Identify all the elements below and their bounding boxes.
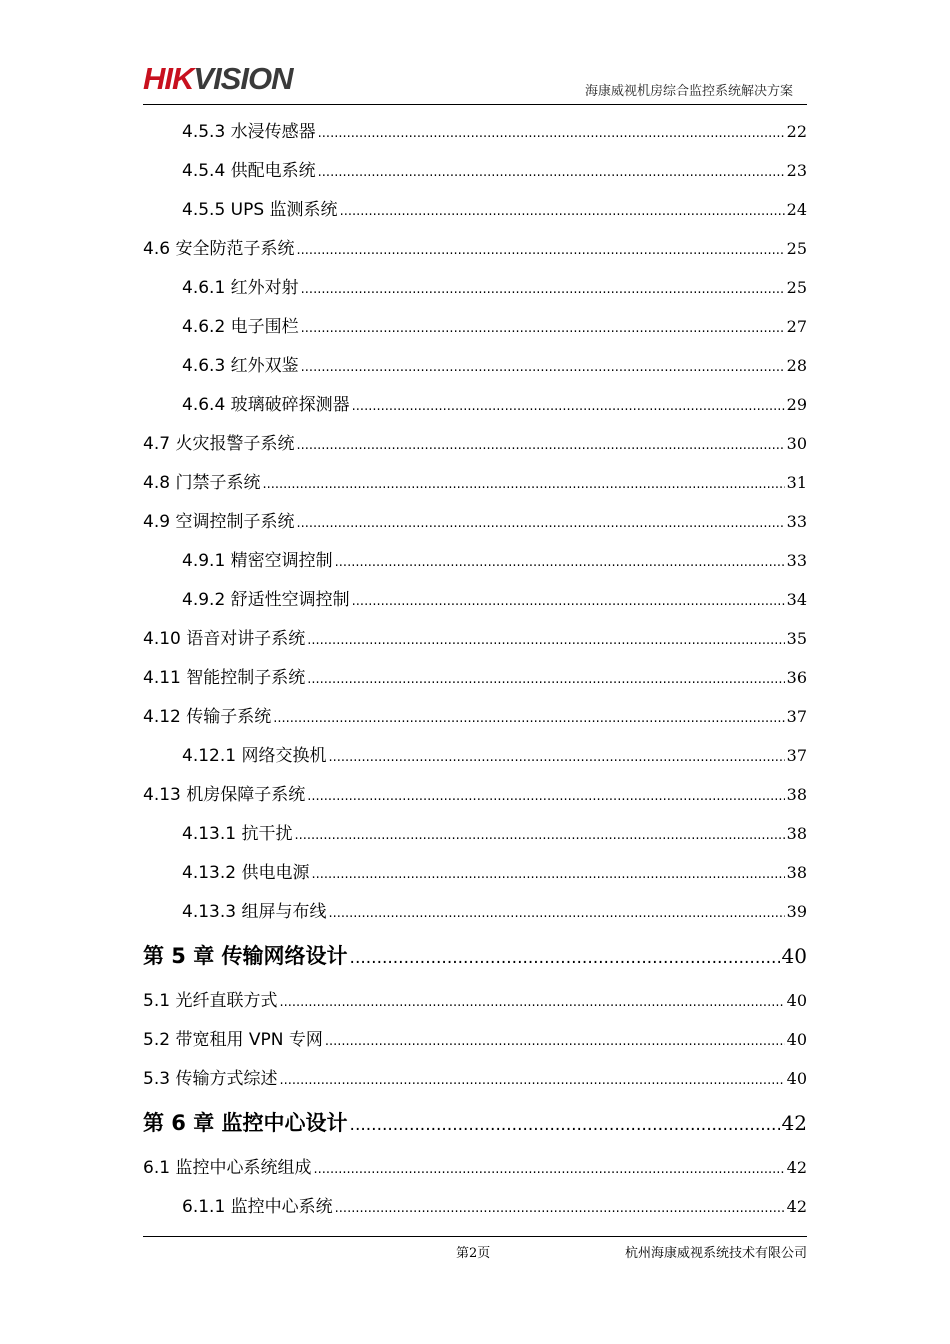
toc-dot-leader	[328, 893, 784, 933]
toc-entry-title: 4.5.3 水浸传感器	[182, 122, 316, 142]
toc-entry[interactable]	[143, 151, 807, 190]
toc-entry[interactable]	[143, 1020, 807, 1059]
toc-entry[interactable]	[143, 541, 807, 580]
toc-page-number: 25	[786, 239, 807, 258]
toc-entry[interactable]	[143, 736, 807, 775]
toc-entry-title: 4.6.1 红外对射	[182, 278, 299, 298]
toc-dot-leader	[301, 308, 785, 348]
page-footer	[143, 1236, 807, 1260]
toc-entry[interactable]	[143, 112, 807, 151]
company-name: 杭州海康威视系统技术有限公司	[624, 1246, 807, 1261]
toc-entry-title: 4.12 传输子系统	[143, 707, 272, 727]
hikvision-logo	[143, 62, 292, 96]
page-number: 第2页	[456, 1246, 491, 1261]
toc-entry-title: 4.9.1 精密空调控制	[182, 551, 333, 571]
toc-page-number: 38	[786, 824, 807, 843]
toc-page-number: 28	[786, 356, 807, 375]
toc-page-number: 31	[786, 473, 807, 492]
toc-entry[interactable]	[143, 424, 807, 463]
toc-entry-title: 4.5.5 UPS 监测系统	[182, 200, 338, 220]
toc-entry[interactable]	[143, 1059, 807, 1098]
toc-dot-leader	[318, 152, 785, 192]
toc-page-number: 23	[786, 161, 807, 180]
toc-entry-title: 4.6 安全防范子系统	[143, 239, 295, 259]
toc-page-number: 40	[786, 991, 807, 1010]
toc-entry[interactable]	[143, 268, 807, 307]
toc-dot-leader	[279, 1060, 784, 1100]
toc-page-number: 42	[781, 1111, 807, 1135]
toc-entry-title: 4.6.3 红外双鉴	[182, 356, 299, 376]
toc-entry-title: 4.9.2 舒适性空调控制	[182, 590, 350, 610]
toc-page-number: 37	[786, 746, 807, 765]
toc-dot-leader	[325, 1021, 785, 1061]
toc-entry[interactable]	[143, 853, 807, 892]
toc-page-number: 29	[786, 395, 807, 414]
toc-entry[interactable]	[143, 775, 807, 814]
toc-dot-leader	[340, 191, 785, 231]
toc-entry[interactable]	[143, 580, 807, 619]
toc-entry-title: 4.6.4 玻璃破碎探测器	[182, 395, 350, 415]
toc-entry-title: 4.13 机房保障子系统	[143, 785, 306, 805]
toc-entry[interactable]	[143, 463, 807, 502]
toc-entry[interactable]	[143, 307, 807, 346]
toc-entry-title: 4.13.1 抗干扰	[182, 824, 293, 844]
toc-entry[interactable]	[143, 658, 807, 697]
toc-page-number: 38	[786, 863, 807, 882]
toc-page-number: 34	[786, 590, 807, 609]
toc-dot-leader	[301, 347, 785, 387]
toc-dot-leader	[273, 698, 784, 738]
toc-entry-title: 4.13.2 供电电源	[182, 863, 310, 883]
toc-dot-leader	[262, 464, 784, 504]
footer-divider	[143, 1236, 807, 1237]
toc-dot-leader	[279, 982, 784, 1022]
toc-entry-title: 6.1 监控中心系统组成	[143, 1158, 312, 1178]
toc-entry-title: 4.12.1 网络交换机	[182, 746, 327, 766]
toc-entry-title: 5.1 光纤直联方式	[143, 991, 278, 1011]
toc-dot-leader	[335, 1188, 785, 1228]
toc-entry[interactable]	[143, 619, 807, 658]
toc-page-number: 40	[781, 944, 807, 968]
toc-dot-leader	[296, 230, 784, 270]
toc-entry[interactable]	[143, 190, 807, 229]
toc-entry[interactable]	[143, 981, 807, 1020]
toc-page-number: 36	[786, 668, 807, 687]
toc-dot-leader	[307, 620, 784, 660]
toc-dot-leader	[301, 269, 785, 309]
toc-entry-title: 第 6 章 监控中心设计	[143, 1111, 348, 1135]
toc-page-number: 40	[786, 1069, 807, 1088]
toc-entry[interactable]	[143, 697, 807, 736]
toc-dot-leader	[352, 386, 785, 426]
toc-entry-title: 第 5 章 传输网络设计	[143, 944, 348, 968]
table-of-contents	[143, 112, 807, 1226]
toc-chapter-entry[interactable]	[143, 931, 807, 981]
document-title: 海康威视机房综合监控系统解决方案	[584, 84, 793, 99]
toc-entry-title: 5.2 带宽租用 VPN 专网	[143, 1030, 323, 1050]
toc-dot-leader	[311, 854, 784, 894]
toc-page-number: 24	[786, 200, 807, 219]
toc-page-number: 22	[786, 122, 807, 141]
toc-entry-title: 4.8 门禁子系统	[143, 473, 261, 493]
toc-entry-title: 6.1.1 监控中心系统	[182, 1197, 333, 1217]
toc-entry-title: 4.10 语音对讲子系统	[143, 629, 306, 649]
toc-entry[interactable]	[143, 229, 807, 268]
page-header	[0, 0, 950, 110]
toc-page-number: 42	[786, 1158, 807, 1177]
toc-entry[interactable]	[143, 502, 807, 541]
toc-chapter-entry[interactable]	[143, 1098, 807, 1148]
header-divider	[143, 104, 807, 105]
toc-entry-title: 4.11 智能控制子系统	[143, 668, 306, 688]
toc-dot-leader	[307, 776, 784, 816]
toc-dot-leader	[294, 815, 784, 855]
toc-page-number: 37	[786, 707, 807, 726]
logo-text-vision: VISION	[193, 61, 293, 96]
toc-dot-leader	[318, 113, 785, 153]
toc-entry[interactable]	[143, 1148, 807, 1187]
toc-page-number: 40	[786, 1030, 807, 1049]
toc-page-number: 30	[786, 434, 807, 453]
toc-dot-leader	[328, 737, 784, 777]
toc-dot-leader	[335, 542, 785, 582]
toc-entry[interactable]	[143, 814, 807, 853]
toc-dot-leader	[296, 425, 784, 465]
toc-page-number: 35	[786, 629, 807, 648]
toc-page-number: 33	[786, 512, 807, 531]
toc-page-number: 33	[786, 551, 807, 570]
toc-entry[interactable]	[143, 385, 807, 424]
toc-page-number: 39	[786, 902, 807, 921]
toc-page-number: 42	[786, 1197, 807, 1216]
toc-entry-title: 4.13.3 组屏与布线	[182, 902, 327, 922]
toc-dot-leader	[350, 1098, 780, 1150]
toc-entry[interactable]	[143, 346, 807, 385]
toc-entry-title: 4.9 空调控制子系统	[143, 512, 295, 532]
toc-entry-title: 5.3 传输方式综述	[143, 1069, 278, 1089]
toc-entry-title: 4.6.2 电子围栏	[182, 317, 299, 337]
toc-dot-leader	[296, 503, 784, 543]
toc-entry[interactable]	[143, 892, 807, 931]
toc-entry-title: 4.7 火灾报警子系统	[143, 434, 295, 454]
toc-entry-title: 4.5.4 供配电系统	[182, 161, 316, 181]
toc-page-number: 25	[786, 278, 807, 297]
toc-page-number: 27	[786, 317, 807, 336]
toc-page-number: 38	[786, 785, 807, 804]
toc-dot-leader	[350, 931, 780, 983]
logo-text-hik: HIK	[143, 61, 194, 96]
toc-dot-leader	[307, 659, 784, 699]
toc-entry[interactable]	[143, 1187, 807, 1226]
toc-dot-leader	[352, 581, 785, 621]
toc-dot-leader	[313, 1149, 784, 1189]
